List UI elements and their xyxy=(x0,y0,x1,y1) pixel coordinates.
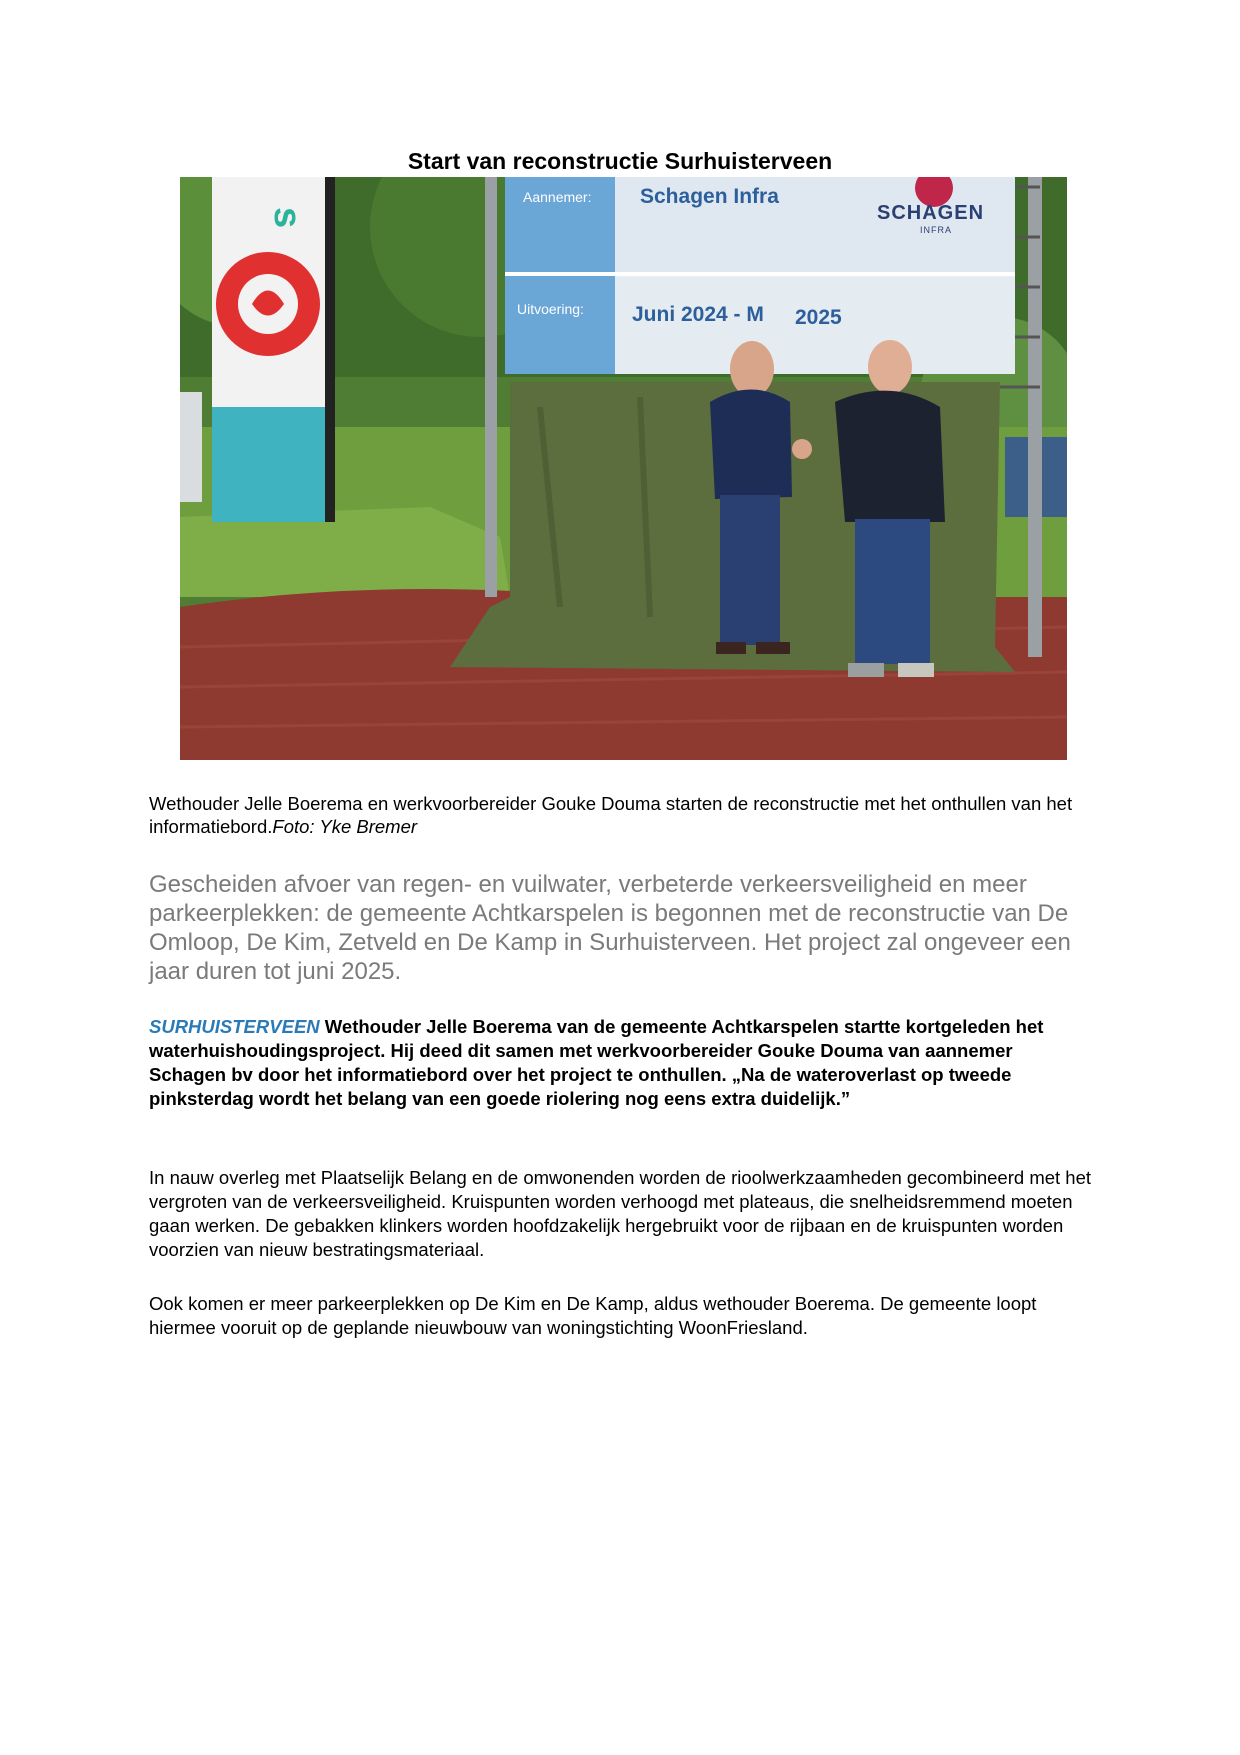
sign-logo-sub: INFRA xyxy=(920,225,952,235)
sign-value-contractor: Schagen Infra xyxy=(640,185,779,208)
article-photo xyxy=(180,177,1067,760)
body-paragraph-1: In nauw overleg met Plaatselijk Belang en de omwonenden worden de rioolwerkzaamheden gecombineerd met het vergroten van de verkeersveiligheid. Kruispunten worden verhoogd met plateaus, die snelheidsremmend moeten gaan werken. De gebakken klinkers worden hoofdzakelijk hergebruikt voor de rijbaan en de kruispunten worden voorzien van nieuw bestratingsmateriaal. xyxy=(149,1167,1092,1260)
article-title: Start van reconstructie Surhuisterveen xyxy=(407,148,833,174)
photo-credit: Foto: Yke Bremer xyxy=(272,816,418,837)
photo-caption xyxy=(149,792,1089,838)
article-intro xyxy=(149,1015,1094,1111)
sign-value-execution: Juni 2024 - M xyxy=(632,303,764,326)
sign-text-layer xyxy=(180,177,1067,760)
sign-value-execution-end: 2025 xyxy=(795,306,842,329)
svg-text:s: s xyxy=(266,207,308,229)
sign-logo-name: SCHAGEN xyxy=(877,202,985,224)
dateline: SURHUISTERVEEN xyxy=(149,1016,320,1037)
sign-label-execution: Uitvoering: xyxy=(517,301,584,317)
caption-text: Wethouder Jelle Boerema en werkvoorbereider Gouke Douma starten de reconstructie met het onthullen van het informatiebord. xyxy=(149,793,1073,837)
sign-label-contractor: Aannemer: xyxy=(523,189,592,205)
article-lead: Gescheiden afvoer van regen- en vuilwater, verbeterde verkeersveiligheid en meer parkeerplekken: de gemeente Achtkarspelen is begonnen met de reconstructie van De Omloop, De Kim, Zetveld en De Kamp in Surhuisterveen. Het project zal ongeveer een jaar duren tot juni 2025. xyxy=(149,871,1071,985)
body-paragraph-2: Ook komen er meer parkeerplekken op De Kim en De Kamp, aldus wethouder Boerema. De gemeente loopt hiermee vooruit op de geplande nieuwbouw van woningstichting WoonFriesland. xyxy=(149,1293,1037,1338)
intro-text: Wethouder Jelle Boerema van de gemeente Achtkarspelen startte kortgeleden het waterhuishoudingsproject. Hij deed dit samen met werkvoorbereider Gouke Douma van aannemer Schagen bv door het informatiebord over het project te onthullen. „Na de wateroverlast op tweede pinksterdag wordt het belang van een goede riolering nog eens extra duidelijk.” xyxy=(149,1016,1044,1109)
